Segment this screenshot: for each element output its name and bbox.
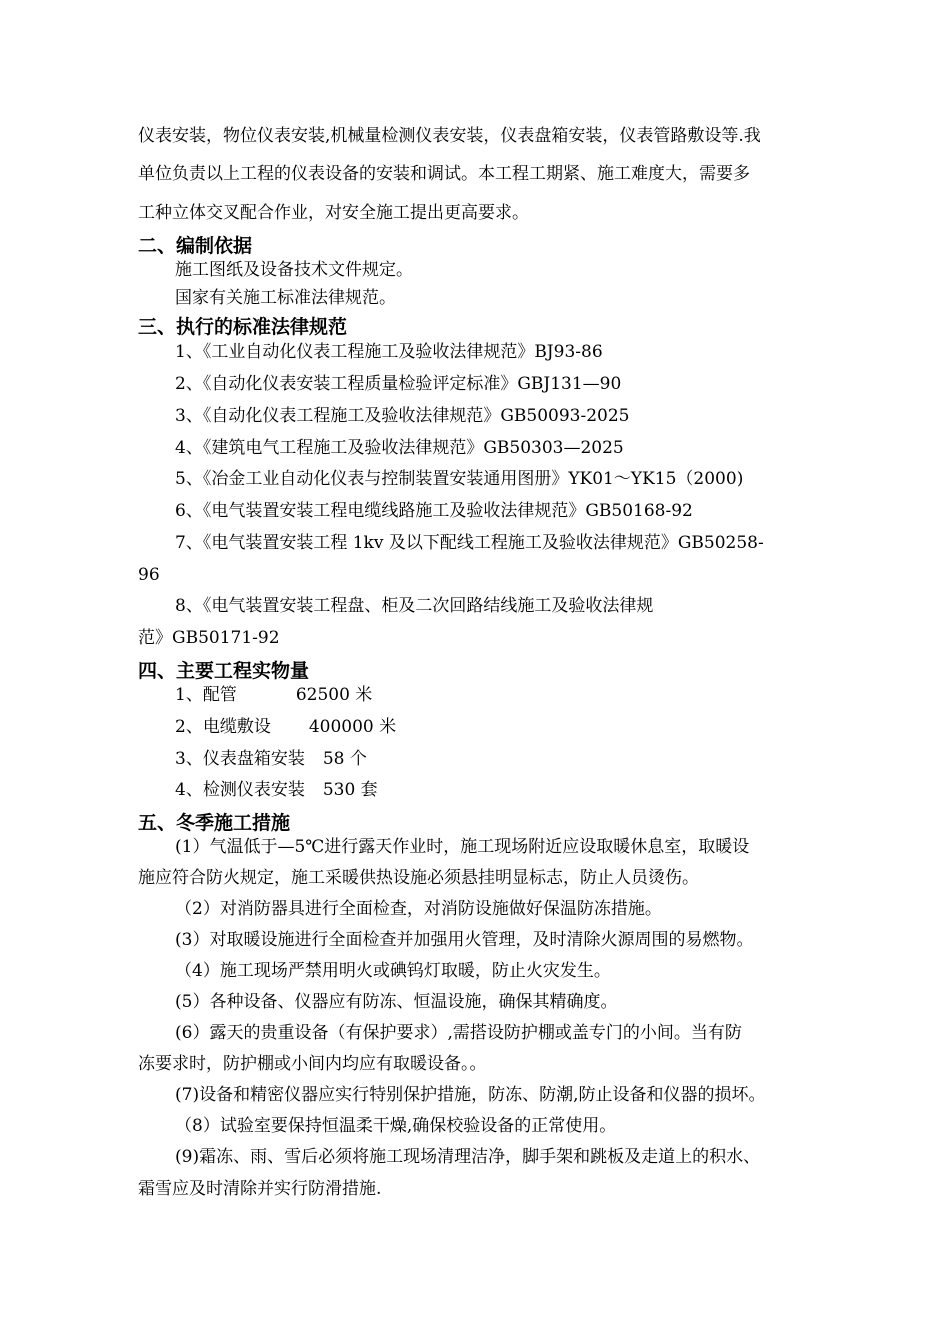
section-3-item-4: 4、《建筑电气工程施工及验收法律规范》GB50303—2025 (175, 438, 624, 458)
section-2-item-1: 施工图纸及设备技术文件规定。 (175, 260, 413, 280)
section-3-item-7: 7、《电气装置安装工程 1kv 及以下配线工程施工及验收法律规范》GB50258- (175, 533, 764, 553)
section-2-item-2: 国家有关施工标准法律规范。 (175, 288, 396, 308)
section-3-item-1: 1、《工业自动化仪表工程施工及验收法律规范》BJ93-86 (175, 342, 603, 362)
measure-line-7: (7)设备和精密仪器应实行特别保护措施，防冻、防潮,防止设备和仪器的损坏。 (175, 1085, 766, 1105)
measure-line-5: (5）各种设备、仪器应有防冻、恒温设施，确保其精确度。 (175, 992, 618, 1012)
measure-line-9-cont: 霜雪应及时清除并实行防滑措施. (138, 1179, 382, 1199)
section-3-item-6: 6、《电气装置安装工程电缆线路施工及验收法律规范》GB50168-92 (175, 501, 693, 521)
quantity-row-3 (175, 748, 367, 770)
quantity-value: 400000 米 (308, 717, 397, 737)
section-3-item-7-cont: 96 (138, 565, 160, 585)
quantity-value: 58 个 (322, 749, 367, 769)
quantity-row-2 (175, 716, 396, 738)
intro-line-1: 仪表安装，物位仪表安装,机械量检测仪表安装，仪表盘箱安装，仪表管路敷设等.我 (138, 126, 761, 146)
measure-line-3: (3）对取暖设施进行全面检查并加强用火管理，及时清除火源周围的易燃物。 (175, 930, 754, 950)
intro-line-3: 工种立体交叉配合作业，对安全施工提出更高要求。 (138, 203, 529, 223)
section-4-heading: 四、主要工程实物量 (138, 660, 310, 682)
section-3-item-2: 2、《自动化仪表安装工程质量检验评定标准》GBJ131—90 (175, 374, 622, 394)
intro-line-2: 单位负责以上工程的仪表设备的安装和调试。本工程工期紧、施工难度大，需要多 (138, 164, 750, 184)
measure-line-2: （2）对消防器具进行全面检查，对消防设施做好保温防冻措施。 (175, 899, 662, 919)
section-3-item-3: 3、《自动化仪表工程施工及验收法律规范》GB50093-2025 (175, 406, 630, 426)
quantity-row-1 (175, 684, 372, 706)
section-3-item-8-cont: 范》GB50171-92 (138, 628, 280, 648)
measure-line-6-cont: 冻要求时，防护棚或小间内均应有取暖设备。。 (138, 1054, 487, 1074)
quantity-label: 3、仪表盘箱安装 (175, 749, 305, 769)
measure-line-1-cont: 施应符合防火规定，施工采暖供热设施必须悬挂明显标志，防止人员烫伤。 (138, 868, 699, 888)
quantity-label: 1、配管 (175, 685, 237, 705)
section-3-item-8: 8、《电气装置安装工程盘、柜及二次回路结线施工及验收法律规 (175, 596, 654, 616)
quantity-label: 4、检测仪表安装 (175, 780, 305, 800)
measure-line-6: (6）露天的贵重设备（有保护要求）,需搭设防护棚或盖专门的小间。当有防 (175, 1023, 742, 1043)
section-3-heading: 三、执行的标准法律规范 (138, 316, 348, 338)
measure-line-9: (9)霜冻、雨、雪后必须将施工现场清理洁净，脚手架和跳板及走道上的积水、 (175, 1147, 761, 1167)
quantity-label: 2、电缆敷设 (175, 717, 271, 737)
section-5-heading: 五、冬季施工措施 (138, 812, 291, 834)
quantity-value: 530 套 (322, 780, 378, 800)
section-3-item-5: 5、《冶金工业自动化仪表与控制装置安装通用图册》YK01～YK15（2000) (175, 469, 744, 489)
quantity-row-4 (175, 779, 378, 801)
measure-line-8: （8）试验室要保持恒温柔干燥,确保校验设备的正常使用。 (175, 1116, 617, 1136)
quantity-value: 62500 米 (295, 685, 373, 705)
section-2-heading: 二、编制依据 (138, 235, 253, 257)
measure-line-4: （4）施工现场严禁用明火或碘钨灯取暖，防止火灾发生。 (175, 961, 611, 981)
measure-line-1: (1）气温低于—5℃进行露天作业时，施工现场附近应设取暖休息室，取暖设 (175, 837, 750, 857)
